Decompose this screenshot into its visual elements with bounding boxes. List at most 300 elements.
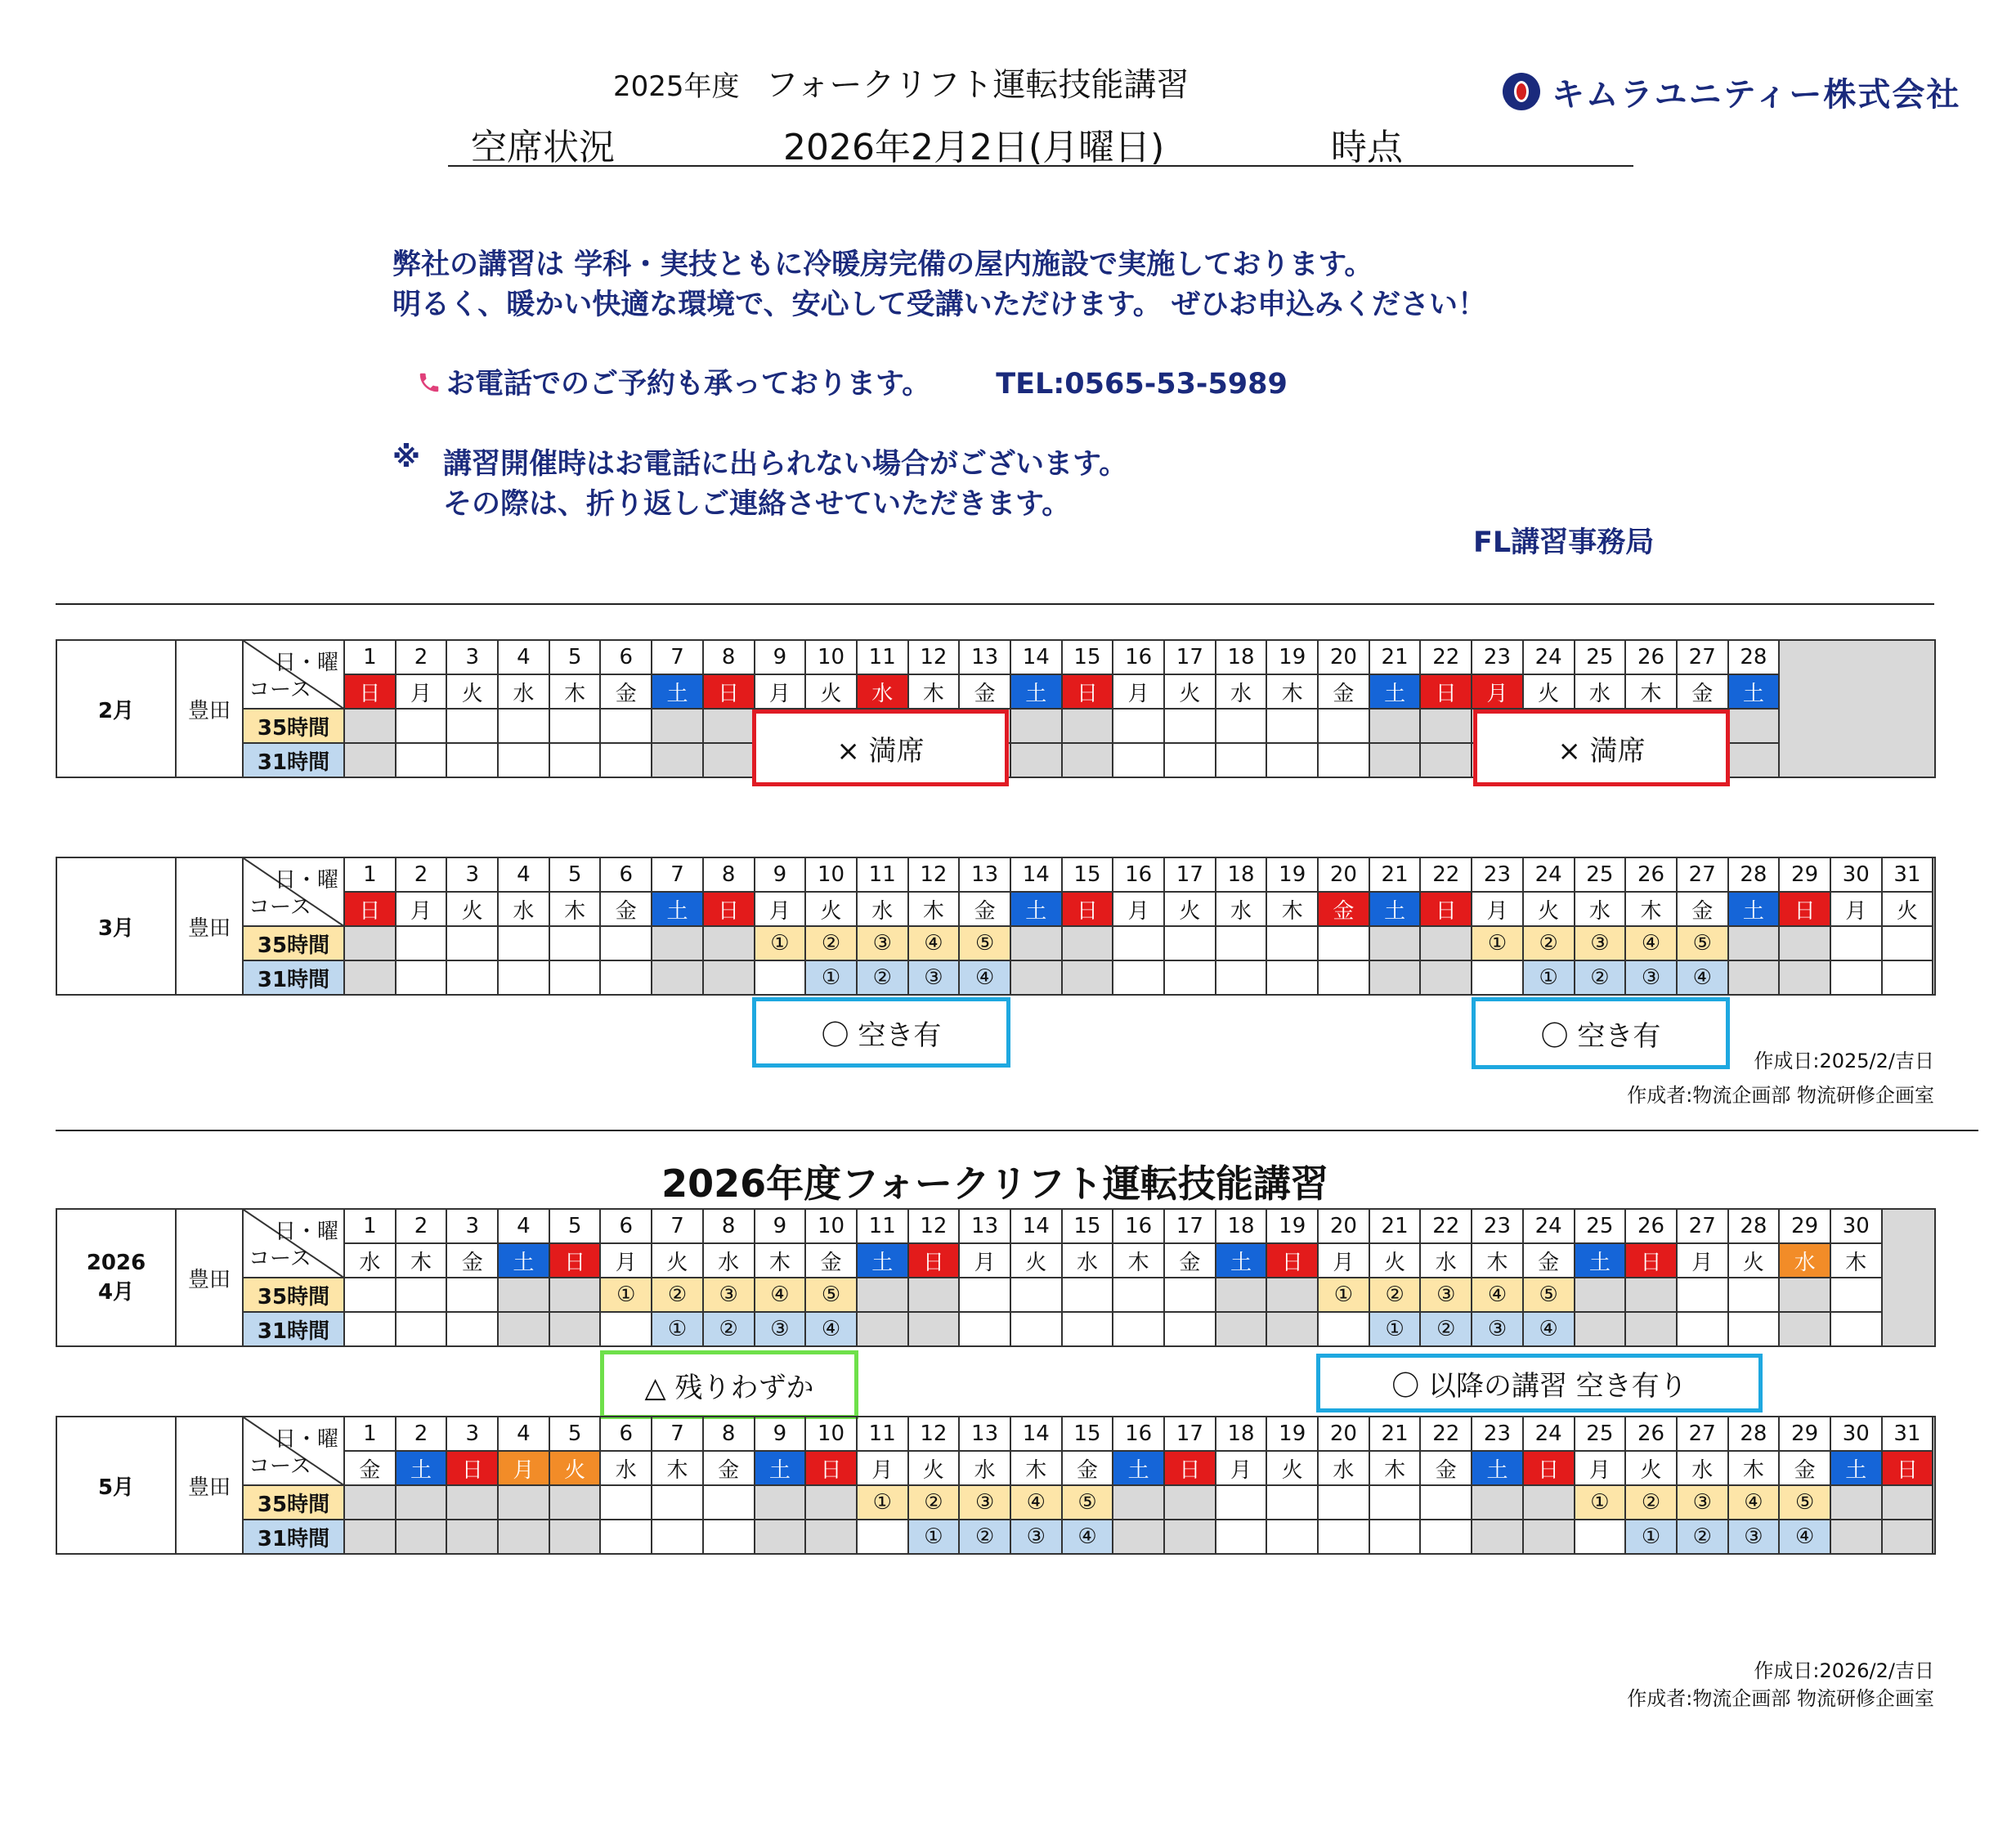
session-31 xyxy=(805,1520,857,1554)
divider-1 xyxy=(56,603,1934,605)
weekday: 金 xyxy=(1677,674,1728,709)
session-35 xyxy=(908,1278,960,1312)
session-35 xyxy=(1882,926,1933,960)
weekday: 日 xyxy=(1420,674,1472,709)
session-35 xyxy=(549,1278,601,1312)
empty-cell xyxy=(1779,640,1934,777)
session-35 xyxy=(1728,1278,1780,1312)
day-number: 16 xyxy=(1113,640,1164,674)
session-35 xyxy=(1113,1278,1164,1312)
weekday: 金 xyxy=(600,674,652,709)
day-number: 3 xyxy=(446,1209,498,1243)
weekday: 日 xyxy=(446,1451,498,1485)
session-31 xyxy=(498,743,549,777)
session-31 xyxy=(1113,960,1164,995)
weekday: 木 xyxy=(549,674,601,709)
session-35: ⑤ xyxy=(805,1278,857,1312)
weekday: 木 xyxy=(396,1243,447,1278)
session-31 xyxy=(1113,1312,1164,1346)
weekday: 火 xyxy=(1882,892,1933,926)
weekday: 月 xyxy=(1113,892,1164,926)
weekday: 火 xyxy=(446,892,498,926)
session-31 xyxy=(1164,1520,1216,1554)
session-31: ① xyxy=(652,1312,703,1346)
session-35 xyxy=(446,926,498,960)
empty-cell xyxy=(1882,1209,1935,1346)
weekday: 土 xyxy=(1010,674,1062,709)
weekday: 金 xyxy=(1062,1451,1113,1485)
day-number: 4 xyxy=(498,857,549,892)
session-31 xyxy=(1010,960,1062,995)
session-35 xyxy=(1062,709,1113,743)
full-box-1: × 満席 xyxy=(752,710,1009,786)
day-number: 14 xyxy=(1010,640,1062,674)
weekday: 土 xyxy=(1728,674,1780,709)
day-number: 30 xyxy=(1830,857,1882,892)
year-label: 2025年度 xyxy=(613,70,740,103)
session-31 xyxy=(857,1312,908,1346)
month-label: 2026 4月 xyxy=(56,1209,176,1346)
day-number: 7 xyxy=(652,857,703,892)
day-number: 6 xyxy=(600,1417,652,1451)
session-31 xyxy=(549,960,601,995)
session-31 xyxy=(446,743,498,777)
day-number: 18 xyxy=(1216,1417,1267,1451)
weekday: 水 xyxy=(857,674,908,709)
session-31 xyxy=(1164,743,1216,777)
session-35: ④ xyxy=(1625,926,1677,960)
session-31: ② xyxy=(703,1312,755,1346)
day-number: 4 xyxy=(498,1209,549,1243)
session-31 xyxy=(344,1312,396,1346)
session-31: ④ xyxy=(1523,1312,1575,1346)
header-title xyxy=(613,59,1189,105)
corner-day-label: 日・曜 xyxy=(274,1427,338,1452)
course-31-label: 31時間 xyxy=(243,1520,344,1554)
session-35 xyxy=(1164,709,1216,743)
weekday: 木 xyxy=(755,1243,806,1278)
day-number: 17 xyxy=(1164,640,1216,674)
day-number: 15 xyxy=(1062,1209,1113,1243)
day-number: 1 xyxy=(344,857,396,892)
session-31 xyxy=(600,1312,652,1346)
session-35 xyxy=(1216,1485,1267,1520)
weekday: 木 xyxy=(652,1451,703,1485)
session-35 xyxy=(1318,709,1369,743)
day-number: 20 xyxy=(1318,1417,1369,1451)
day-number: 23 xyxy=(1472,640,1523,674)
weekday: 日 xyxy=(1523,1451,1575,1485)
course-35-label: 35時間 xyxy=(243,709,344,743)
session-31 xyxy=(1420,960,1472,995)
weekday: 月 xyxy=(1216,1451,1267,1485)
session-31: ③ xyxy=(755,1312,806,1346)
session-35 xyxy=(396,926,447,960)
day-number: 24 xyxy=(1523,640,1575,674)
course-35-label: 35時間 xyxy=(243,1485,344,1520)
session-35 xyxy=(1369,709,1421,743)
session-31: ④ xyxy=(1677,960,1728,995)
day-number: 6 xyxy=(600,1209,652,1243)
session-31 xyxy=(549,1520,601,1554)
session-31: ① xyxy=(908,1520,960,1554)
weekday: 月 xyxy=(1677,1243,1728,1278)
weekday: 月 xyxy=(755,674,806,709)
session-35 xyxy=(344,1278,396,1312)
session-35: ② xyxy=(908,1485,960,1520)
day-number: 18 xyxy=(1216,640,1267,674)
weekday: 土 xyxy=(1472,1451,1523,1485)
session-31 xyxy=(1779,960,1830,995)
session-31 xyxy=(1216,743,1267,777)
day-number: 22 xyxy=(1420,640,1472,674)
weekday: 水 xyxy=(1216,674,1267,709)
day-number: 8 xyxy=(703,857,755,892)
weekday: 日 xyxy=(1062,892,1113,926)
day-number: 5 xyxy=(549,1417,601,1451)
session-35 xyxy=(1830,1485,1882,1520)
weekday: 水 xyxy=(1420,1243,1472,1278)
session-35 xyxy=(805,1485,857,1520)
weekday: 火 xyxy=(1523,674,1575,709)
session-35 xyxy=(344,1485,396,1520)
weekday: 水 xyxy=(1779,1243,1830,1278)
session-35: ④ xyxy=(755,1278,806,1312)
day-number: 11 xyxy=(857,1417,908,1451)
session-35 xyxy=(1625,1278,1677,1312)
weekday: 日 xyxy=(703,892,755,926)
day-number: 13 xyxy=(959,1209,1010,1243)
session-35: ⑤ xyxy=(1523,1278,1575,1312)
weekday: 木 xyxy=(1010,1451,1062,1485)
few-left-box: △ 残りわずか xyxy=(600,1350,858,1419)
weekday: 木 xyxy=(1113,1243,1164,1278)
session-31: ③ xyxy=(908,960,960,995)
day-number: 21 xyxy=(1369,1209,1421,1243)
session-35 xyxy=(1830,1278,1882,1312)
session-31: ④ xyxy=(1062,1520,1113,1554)
weekday: 水 xyxy=(1216,892,1267,926)
day-number: 5 xyxy=(549,857,601,892)
day-number: 27 xyxy=(1677,1417,1728,1451)
day-number: 20 xyxy=(1318,640,1369,674)
day-number: 3 xyxy=(446,1417,498,1451)
day-number: 21 xyxy=(1369,1417,1421,1451)
day-number: 4 xyxy=(498,640,549,674)
session-35 xyxy=(1062,926,1113,960)
weekday: 火 xyxy=(1523,892,1575,926)
day-number: 3 xyxy=(446,640,498,674)
session-35: ⑤ xyxy=(959,926,1010,960)
weekday: 月 xyxy=(857,1451,908,1485)
available-box-1: 〇 空き有 xyxy=(752,997,1010,1068)
day-number: 16 xyxy=(1113,857,1164,892)
weekday: 日 xyxy=(805,1451,857,1485)
weekday: 土 xyxy=(1369,892,1421,926)
weekday: 月 xyxy=(396,674,447,709)
session-35 xyxy=(1216,709,1267,743)
notice-line-1: 弊社の講習は 学科・実技ともに冷暖房完備の屋内施設で実施しております。 xyxy=(392,248,1373,281)
session-31 xyxy=(1266,1520,1318,1554)
session-31 xyxy=(549,1312,601,1346)
session-35 xyxy=(1728,926,1780,960)
weekday: 金 xyxy=(344,1451,396,1485)
day-number: 19 xyxy=(1266,1209,1318,1243)
session-35: ⑤ xyxy=(1779,1485,1830,1520)
day-number: 23 xyxy=(1472,1417,1523,1451)
corner-course-label: コース xyxy=(249,895,311,920)
session-35 xyxy=(1318,926,1369,960)
weekday: 金 xyxy=(703,1451,755,1485)
session-35 xyxy=(498,1278,549,1312)
session-31 xyxy=(1266,1312,1318,1346)
session-31 xyxy=(1062,1312,1113,1346)
session-31 xyxy=(1369,1520,1421,1554)
day-number: 21 xyxy=(1369,640,1421,674)
weekday: 木 xyxy=(1625,674,1677,709)
weekday: 土 xyxy=(1575,1243,1626,1278)
session-31 xyxy=(498,1520,549,1554)
session-35 xyxy=(1164,926,1216,960)
session-31 xyxy=(652,1520,703,1554)
day-number: 29 xyxy=(1779,1209,1830,1243)
session-35 xyxy=(396,709,447,743)
available-box-2: 〇 空き有 xyxy=(1472,997,1730,1069)
day-number: 2 xyxy=(396,857,447,892)
session-31 xyxy=(600,1520,652,1554)
session-35: ③ xyxy=(857,926,908,960)
course-35-label: 35時間 xyxy=(243,1278,344,1312)
location-label: 豊田 xyxy=(176,1209,243,1346)
corner-day-label: 日・曜 xyxy=(274,651,338,675)
weekday: 火 xyxy=(652,1243,703,1278)
day-number: 17 xyxy=(1164,1417,1216,1451)
day-number: 17 xyxy=(1164,1209,1216,1243)
session-31 xyxy=(1830,960,1882,995)
session-31 xyxy=(498,960,549,995)
weekday: 日 xyxy=(908,1243,960,1278)
created-date-2: 作成日:2026/2/吉日 xyxy=(1754,1659,1934,1682)
session-35 xyxy=(1216,1278,1267,1312)
session-31: ③ xyxy=(1010,1520,1062,1554)
session-35 xyxy=(498,1485,549,1520)
weekday: 日 xyxy=(1062,674,1113,709)
day-number: 9 xyxy=(755,857,806,892)
course-35-label: 35時間 xyxy=(243,926,344,960)
weekday: 木 xyxy=(1369,1451,1421,1485)
session-35 xyxy=(1779,926,1830,960)
weekday: 金 xyxy=(446,1243,498,1278)
day-number: 28 xyxy=(1728,640,1780,674)
session-31: ① xyxy=(805,960,857,995)
weekday: 日 xyxy=(344,892,396,926)
weekday: 木 xyxy=(908,674,960,709)
weekday: 土 xyxy=(1216,1243,1267,1278)
day-number: 7 xyxy=(652,640,703,674)
weekday: 日 xyxy=(1164,1451,1216,1485)
day-number: 13 xyxy=(959,640,1010,674)
session-31 xyxy=(1216,1312,1267,1346)
session-31 xyxy=(1113,1520,1164,1554)
session-35 xyxy=(959,1278,1010,1312)
full-box-2: × 満席 xyxy=(1473,710,1730,786)
session-31 xyxy=(446,1520,498,1554)
author-1: 作成者:物流企画部 物流研修企画室 xyxy=(1627,1084,1934,1107)
session-35 xyxy=(446,1278,498,1312)
day-number: 15 xyxy=(1062,1417,1113,1451)
session-35 xyxy=(1728,709,1780,743)
weekday: 木 xyxy=(1728,1451,1780,1485)
weekday: 土 xyxy=(755,1451,806,1485)
day-number: 18 xyxy=(1216,857,1267,892)
session-31 xyxy=(1779,1312,1830,1346)
session-35: ① xyxy=(857,1485,908,1520)
session-31: ④ xyxy=(805,1312,857,1346)
session-35 xyxy=(1164,1278,1216,1312)
session-35: ① xyxy=(1318,1278,1369,1312)
session-31: ④ xyxy=(1779,1520,1830,1554)
course-title: フォークリフト運転技能講習 xyxy=(765,66,1189,104)
session-35: ③ xyxy=(1677,1485,1728,1520)
day-number: 26 xyxy=(1625,1209,1677,1243)
session-31 xyxy=(1728,960,1780,995)
weekday: 日 xyxy=(703,674,755,709)
day-number: 13 xyxy=(959,857,1010,892)
session-31 xyxy=(755,1520,806,1554)
weekday: 水 xyxy=(498,892,549,926)
weekday: 月 xyxy=(755,892,806,926)
session-31: ② xyxy=(1677,1520,1728,1554)
session-31 xyxy=(396,960,447,995)
session-35 xyxy=(1164,1485,1216,1520)
session-31 xyxy=(1369,743,1421,777)
day-number: 3 xyxy=(446,857,498,892)
day-number: 31 xyxy=(1882,1417,1933,1451)
session-31 xyxy=(1266,960,1318,995)
weekday: 水 xyxy=(1575,892,1626,926)
day-number: 28 xyxy=(1728,857,1780,892)
corner-header xyxy=(243,857,344,926)
weekday: 土 xyxy=(652,892,703,926)
session-31 xyxy=(703,743,755,777)
session-35: ① xyxy=(755,926,806,960)
day-number: 26 xyxy=(1625,857,1677,892)
day-number: 22 xyxy=(1420,1209,1472,1243)
session-35: ② xyxy=(1625,1485,1677,1520)
day-number: 13 xyxy=(959,1417,1010,1451)
day-number: 10 xyxy=(805,857,857,892)
weekday: 金 xyxy=(1523,1243,1575,1278)
session-35 xyxy=(1216,926,1267,960)
day-number: 22 xyxy=(1420,857,1472,892)
session-31 xyxy=(1164,960,1216,995)
weekday: 火 xyxy=(805,674,857,709)
location-label: 豊田 xyxy=(176,1417,243,1554)
day-number: 9 xyxy=(755,640,806,674)
session-35 xyxy=(857,1278,908,1312)
empty-cell xyxy=(1933,857,1934,995)
session-31 xyxy=(344,960,396,995)
day-number: 27 xyxy=(1677,1209,1728,1243)
session-35 xyxy=(703,926,755,960)
weekday: 水 xyxy=(857,892,908,926)
session-31 xyxy=(1266,743,1318,777)
day-number: 12 xyxy=(908,1209,960,1243)
weekday: 木 xyxy=(1472,1243,1523,1278)
weekday: 金 xyxy=(1420,1451,1472,1485)
session-35 xyxy=(755,1485,806,1520)
session-31 xyxy=(446,1312,498,1346)
session-31 xyxy=(1728,1312,1780,1346)
session-35 xyxy=(1010,926,1062,960)
session-35: ④ xyxy=(1472,1278,1523,1312)
session-35 xyxy=(1830,926,1882,960)
weekday: 木 xyxy=(908,892,960,926)
day-number: 27 xyxy=(1677,640,1728,674)
session-31 xyxy=(1318,743,1369,777)
session-35 xyxy=(703,709,755,743)
day-number: 12 xyxy=(908,857,960,892)
weekday: 日 xyxy=(549,1243,601,1278)
day-number: 9 xyxy=(755,1417,806,1451)
corner-course-label: コース xyxy=(249,678,311,702)
session-31 xyxy=(755,960,806,995)
session-35 xyxy=(498,709,549,743)
day-number: 8 xyxy=(703,1417,755,1451)
section2-title: 2026年度フォークリフト運転技能講習 xyxy=(661,1162,1328,1206)
session-31 xyxy=(1420,743,1472,777)
session-31 xyxy=(344,1520,396,1554)
day-number: 4 xyxy=(498,1417,549,1451)
day-number: 19 xyxy=(1266,640,1318,674)
session-35: ② xyxy=(805,926,857,960)
weekday: 火 xyxy=(1164,892,1216,926)
weekday: 月 xyxy=(498,1451,549,1485)
weekday: 水 xyxy=(1677,1451,1728,1485)
session-31 xyxy=(1164,1312,1216,1346)
session-35 xyxy=(600,1485,652,1520)
session-31: ① xyxy=(1523,960,1575,995)
day-number: 29 xyxy=(1779,857,1830,892)
session-31 xyxy=(1010,1312,1062,1346)
day-number: 25 xyxy=(1575,857,1626,892)
session-35 xyxy=(1575,1278,1626,1312)
session-35: ④ xyxy=(908,926,960,960)
session-31: ③ xyxy=(1625,960,1677,995)
month-label: 5月 xyxy=(56,1417,176,1554)
session-35 xyxy=(1266,926,1318,960)
as-of-date: 2026年2月2日(月曜日) xyxy=(783,127,1165,168)
empty-cell xyxy=(1933,1417,1934,1554)
day-number: 5 xyxy=(549,1209,601,1243)
course-31-label: 31時間 xyxy=(243,1312,344,1346)
session-31 xyxy=(652,743,703,777)
session-35 xyxy=(1472,1485,1523,1520)
location-label: 豊田 xyxy=(176,640,243,777)
weekday: 金 xyxy=(1318,674,1369,709)
session-35 xyxy=(1523,1485,1575,1520)
day-number: 14 xyxy=(1010,1209,1062,1243)
session-35 xyxy=(344,926,396,960)
session-35 xyxy=(652,926,703,960)
weekday: 水 xyxy=(703,1243,755,1278)
day-number: 10 xyxy=(805,1417,857,1451)
session-35 xyxy=(1779,1278,1830,1312)
weekday: 金 xyxy=(959,892,1010,926)
day-number: 29 xyxy=(1779,1417,1830,1451)
day-number: 10 xyxy=(805,640,857,674)
status-line xyxy=(448,114,1633,167)
